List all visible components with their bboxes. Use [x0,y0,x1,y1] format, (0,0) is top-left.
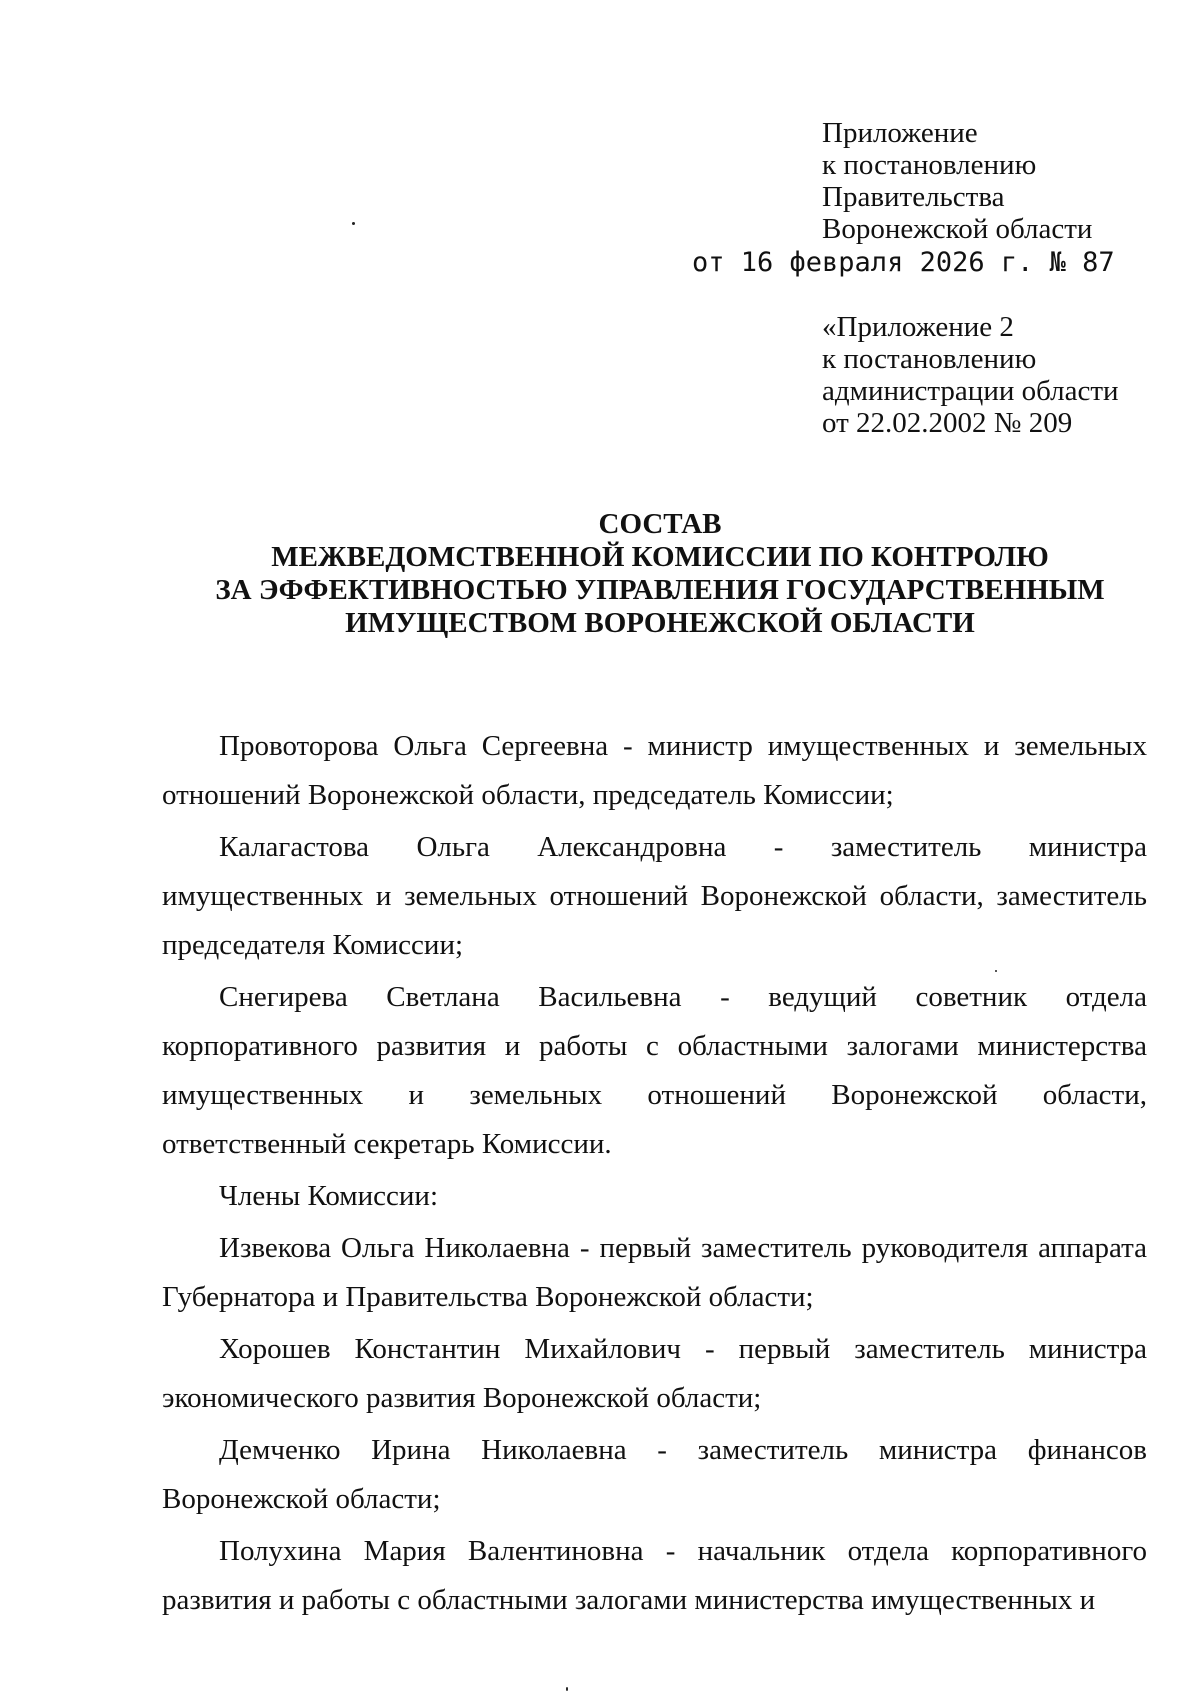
previous-appendix-header [822,311,1119,439]
member-paragraph: Демченко Ирина Николаевна - заместитель министра финансов Воронежской области; [162,1434,1147,1515]
member-paragraph: Хорошев Константин Михайлович - первый заместитель министра экономического развития Воронежской области; [162,1333,1147,1414]
title-line: СОСТАВ [598,508,722,540]
scan-speck [352,222,355,225]
member-paragraph: Провоторова Ольга Сергеевна - министр имущественных и земельных отношений Воронежской области, председатель Комиссии; [162,730,1147,811]
member-paragraph: Извекова Ольга Николаевна - первый заместитель руководителя аппарата Губернатора и Правительства Воронежской области; [162,1232,1147,1313]
appendix-line: к постановлению [822,149,1037,181]
member-paragraph: Калагастова Ольга Александровна - заместитель министра имущественных и земельных отношений Воронежской области, заместитель председателя Комиссии; [162,831,1147,961]
appendix-line: «Приложение 2 [822,311,1014,343]
appendix-line: администрации области [822,375,1119,407]
appendix-line: к постановлению [822,343,1037,375]
appendix-header [822,117,1092,245]
appendix-line: Приложение [822,117,978,149]
member-paragraph: Снегирева Светлана Васильевна - ведущий советник отдела корпоративного развития и работы с областными залогами министерства имущественных и земельных отношений Воронежской области, ответственный секретарь Комиссии. [162,981,1147,1160]
title-line: ИМУЩЕСТВОМ ВОРОНЕЖСКОЙ ОБЛАСТИ [345,607,975,639]
appendix-line: от 22.02.2002 № 209 [822,407,1073,439]
appendix-line: Воронежской области [822,213,1093,245]
member-paragraph: Полухина Мария Валентиновна - начальник отдела корпоративного развития и работы с областными залогами министерства имущественных и [162,1535,1147,1616]
appendix-line: Правительства [822,181,1005,213]
scan-speck [566,1687,568,1691]
commission-members [162,722,1147,1625]
title-line: ЗА ЭФФЕКТИВНОСТЬЮ УПРАВЛЕНИЯ ГОСУДАРСТВЕННЫМ [215,574,1105,606]
document-title [160,508,1160,640]
resolution-date-number: от 16 февраля 2026 г. № 87 [692,247,1115,278]
members-heading: Члены Комиссии: [219,1180,439,1212]
title-line: МЕЖВЕДОМСТВЕННОЙ КОМИССИИ ПО КОНТРОЛЮ [271,541,1049,573]
